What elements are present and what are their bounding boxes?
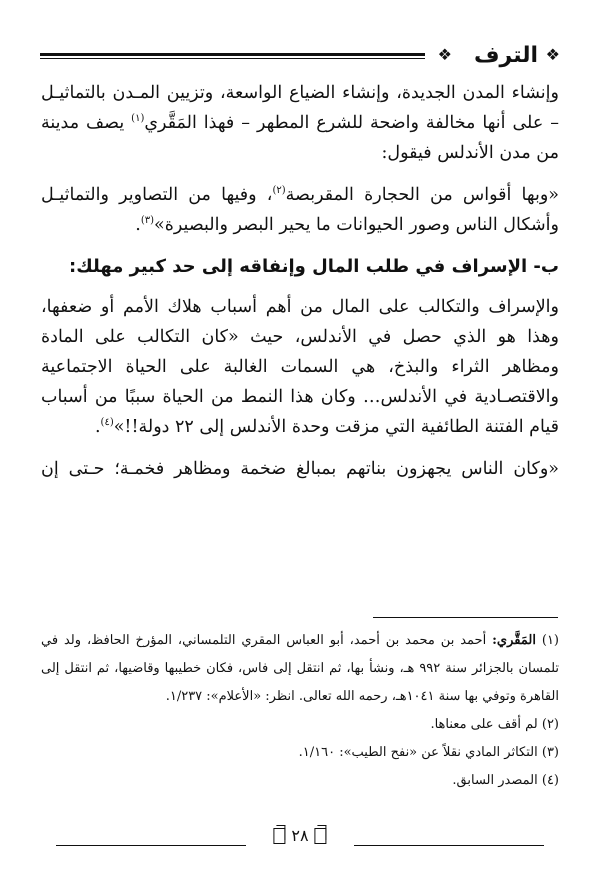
footnote: (٢) لم أقف على معناها. [430,717,559,732]
footnote-ref[interactable]: (٣) [140,215,155,227]
footnote: (٤) المصدر السابق. [452,773,559,788]
footnote: (٣) التكاثر المادي نقلاً عن «نفح الطيب»: ١/١٦٠. [298,745,559,760]
header-rule [40,53,425,59]
paragraph: وإنشاء المدن الجديدة، وإنشاء الضياع الواسعة، وتزيين المـدن بالتماثيـل – على أنها مخالفة واضحة للشرع المطهر – فهذا المَقَّري$^{(١)}$ يصف مدينة من مدن الأندلس فيقول: [41,83,559,163]
quote-paragraph: «وبها أقواس من الحجارة المقربصة$^{(٢)}$، وفيها من التصاوير والتماثيـل وأشكال الناس وصور الحيوانات ما يحير البصر والبصيرة»$^{(٣)}$. [41,185,559,235]
footer-rule [56,845,246,846]
ornament-icon: ❖ [437,45,452,64]
footnotes [41,627,559,795]
footnote: (١) المَقَّري: أحمد بن محمد بن أحمد، أبو العباس المقري التلمساني، المؤرخ الحافظ، ولد في تلمسان بالجزائر سنة ٩٩٢ هـ، ونشأ بها، ثم انتقل إلى فاس، فكان خطيبها وقاضيها، ثم انتقل إلى القاهرة وتوفي بها سنة ١٠٤١هـ، رحمه الله تعالى. انظر: «الأعلام»: ١/٢٣٧. [41,633,560,704]
ornament-icon: ❖ [545,45,560,64]
footnote-ref[interactable]: (٢) [272,185,286,197]
page-footer [56,823,544,853]
paragraph: «وكان الناس يجهزون بناتهم بمبالغ ضخمة ومظاهر فخمـة؛ حـتى إن [41,459,559,479]
page-number: ٢٨ [291,826,309,845]
running-header [40,38,560,74]
book-icon [273,828,285,844]
section-heading: ب- الإسراف في طلب المال وإنفاقه إلى حد كبير مهلك: [69,256,559,277]
footer-rule [354,845,544,846]
paragraph: والإسراف والتكالب على المال من أهم أسباب هلاك الأمم أو ضعفها، وهذا هو الذي حصل في الأندلس، حيث «كان التكالب على المادة ومظاهر الثراء والبذخ، هي السمات الغالبة على الحياة الاجتماعية والاقتصـادية في الأندلس… وكان هذا النمط من الحياة سببًا من أسباب قيام الفتنة الطائفية التي مزقت وحدة الأندلس إلى ٢٢ دولة!!»$^{(٤)}$. [41,297,559,437]
main-text [41,78,559,484]
footnote-ref[interactable]: (١) [131,113,145,125]
page-number-block [273,823,326,849]
chapter-title: الترف [473,43,538,68]
book-icon [315,828,327,844]
footnote-ref[interactable]: (٤) [100,417,114,429]
footnote-separator [373,617,558,618]
